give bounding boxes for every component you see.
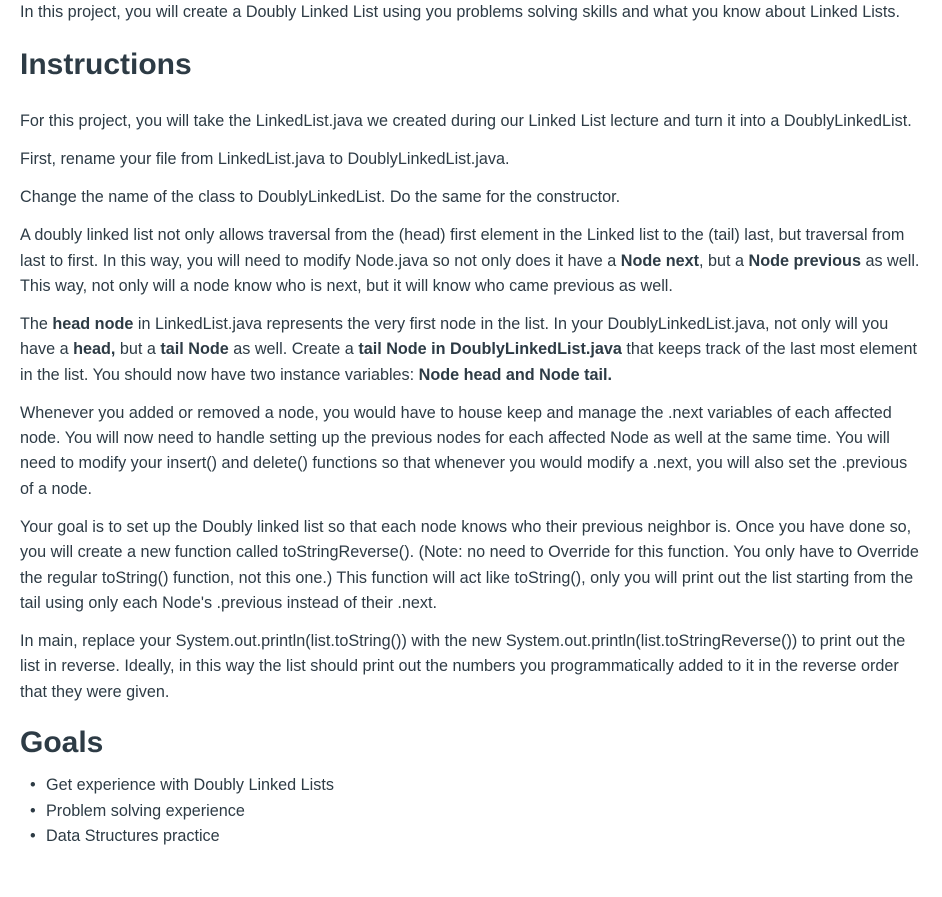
goals-heading: Goals	[20, 726, 104, 760]
paragraph-insert-delete: Whenever you added or removed a node, you would have to house keep and manage the .next variables of each affected node. You will now need to handle setting up the previous nodes for each affected Node as well at the same time. You will need to modify your insert() and delete() functions so that whenever you would modify a .next, you will also set the .previous of a node.	[20, 403, 908, 498]
bold-node-next: Node next	[620, 251, 700, 270]
goal-text: Problem solving experience	[46, 801, 245, 820]
text: as well. This way, not only will a node know who is next, but it will know who came previous as well.	[20, 251, 920, 295]
list-item	[30, 824, 922, 850]
bullet-icon: •	[30, 801, 36, 820]
paragraph-main-replace: In main, replace your System.out.println(list.toString()) with the new System.out.println(list.toStringReverse()) to print out the list in reverse. Ideally, in this way the list should print out the numbers you programmatically added to it in the reverse order that they were given.	[20, 631, 906, 701]
text: as well. Create a	[228, 340, 359, 359]
paragraph-rename-file: First, rename your file from LinkedList.java to DoublyLinkedList.java.	[20, 150, 510, 169]
paragraph-head-tail	[20, 312, 922, 388]
paragraph-project-overview: For this project, you will take the LinkedList.java we created during our Linked List lecture and turn it into a DoublyLinkedList.	[20, 112, 912, 131]
bold-tail-node: tail Node	[160, 340, 229, 359]
bold-node-previous: Node previous	[748, 251, 861, 270]
paragraph-doubly-linked-explanation	[20, 223, 922, 299]
list-item	[30, 799, 922, 825]
bullet-icon: •	[30, 776, 36, 795]
paragraph-rename-class: Change the name of the class to DoublyLinkedList. Do the same for the constructor.	[20, 188, 621, 207]
bold-tail-node-file: tail Node in DoublyLinkedList.java	[358, 340, 622, 359]
bold-head-node: head node	[52, 314, 134, 333]
text: The	[20, 314, 53, 333]
paragraph-to-string-reverse: Your goal is to set up the Doubly linked list so that each node knows who their previous neighbor is. Once you have done so, you will create a new function called toStringReverse(). (Note: no need to Override for this function. You only have to Override the regular toString() function, not this one.) This function will act like toString(), only you will print out the list starting from the tail using only each Node's .previous instead of their .next.	[20, 517, 919, 612]
goal-text: Data Structures practice	[46, 827, 220, 846]
text: that keeps track of the last most element in the list. You should now have two instance variables:	[20, 340, 917, 384]
list-item	[30, 773, 922, 799]
instructions-heading: Instructions	[20, 48, 192, 82]
goal-text: Get experience with Doubly Linked Lists	[46, 776, 334, 795]
bold-instance-variables: Node head and Node tail.	[418, 365, 613, 384]
text: , but a	[699, 251, 749, 270]
bold-head: head,	[73, 340, 116, 359]
text: A doubly linked list not only allows traversal from the (head) first element in the Linked list to the (tail) last, but traversal from last to first. In this way, you will need to modify Node.java so not only does it have a	[20, 226, 905, 270]
text: but a	[115, 340, 161, 359]
goals-list	[20, 773, 922, 850]
text: in LinkedList.java represents the very first node in the list. In your DoublyLinkedList.java, not only will you have a	[20, 314, 889, 359]
bullet-icon: •	[30, 827, 36, 846]
intro-paragraph: In this project, you will create a Doubly Linked List using you problems solving skills and what you know about Linked Lists.	[20, 3, 900, 21]
